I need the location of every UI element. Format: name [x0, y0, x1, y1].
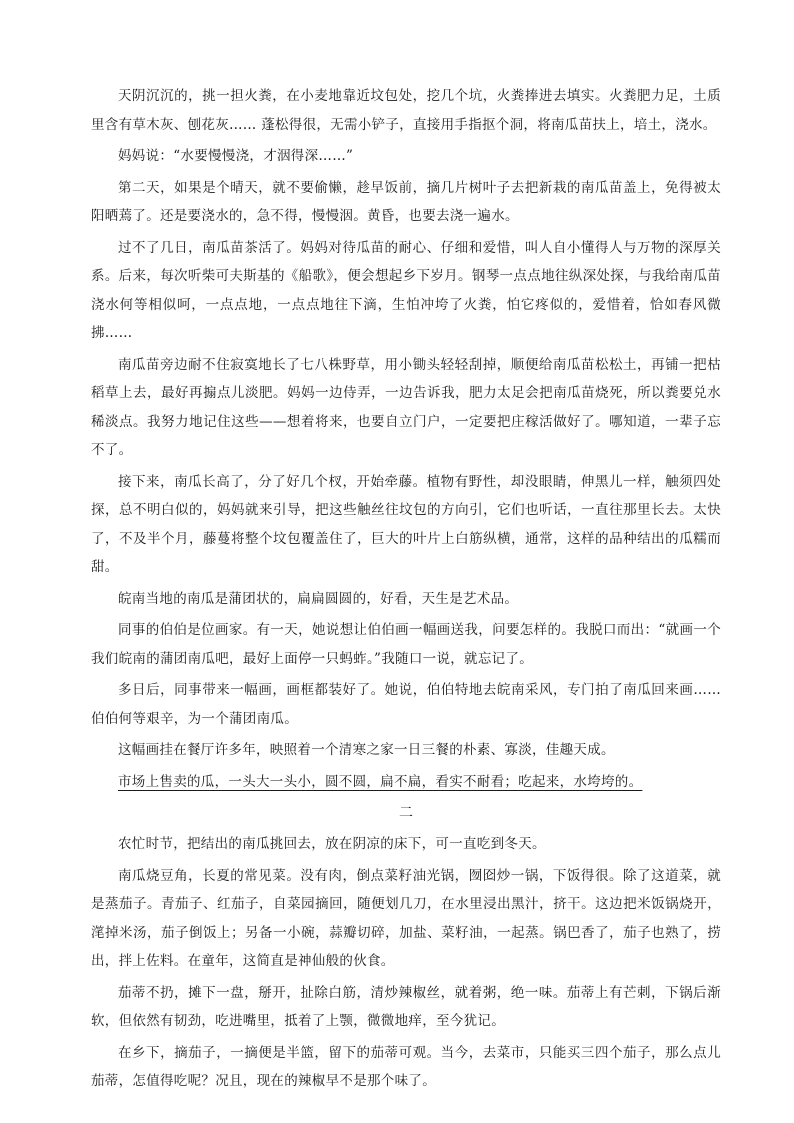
paragraph-5: 南瓜苗旁边耐不住寂寞地长了七八株野草，用小锄头轻轻刮掉，顺便给南瓜苗松松土，再铺一把枯稻草上去，最好再搧点儿淡肥。妈妈一边侍弄，一边告诉我，肥力太足会把南瓜苗烧死，所以粪要兑水稀淡点。我努力地记住这些——想着将来，也要自立门户，一定要把庄稼活做好了。哪知道，一辈子忘不了。 [91, 356, 721, 458]
paragraph-3: 第二天，如果是个晴天，就不要偷懒，趁早饭前，摘几片树叶子去把新栽的南瓜苗盖上，免得被太阳晒蔫了。还是要浇水的，急不得，慢慢洇。黄昏，也要去浇一遍水。 [91, 179, 721, 224]
document-page [91, 82, 721, 1099]
paragraph-1: 天阴沉沉的，挑一担火粪，在小麦地靠近坟包处，挖几个坑，火粪捧进去填实。火粪肥力足，土质里含有草木灰、刨花灰…… 蓬松得很，无需小铲子，直接用手指抠个洞，将南瓜苗扶上，培土，浇水。 [91, 88, 721, 133]
paragraph-14: 在乡下，摘茄子，一摘便是半篮，留下的茄蒂可观。当今，去菜市，只能买三四个茄子，那么点儿茄蒂，怎值得吃呢？况且，现在的辣椒早不是那个味了。 [91, 1044, 721, 1089]
paragraph-6: 接下来，南瓜长高了，分了好几个杈，开始牵藤。植物有野性，却没眼睛，伸黑儿一样，触须四处探，总不明白似的，妈妈就来引导，把这些触丝往坟包的方向引，它们也听话，一直往那里长去。太快了，不及半个月，藤蔓将整个坟包覆盖住了，巨大的叶片上白筋纵横，通常，这样的品种结出的瓜糯而甜。 [91, 473, 721, 575]
underlined-paragraph [91, 768, 721, 800]
paragraph-4: 过不了几日，南瓜苗茶活了。妈妈对待瓜苗的耐心、仔细和爱惜，叫人自小懂得人与万物的深厚关系。后来，每次听柴可夫斯基的《船歌》，便会想起乡下岁月。钢琴一点点地往纵深处探，与我给南瓜苗浇水何等相似呵，一点点地，一点点地往下滴，生怕冲垮了火粪，怕它疼似的，爱惜着，恰如春风微拂…… [91, 239, 721, 341]
paragraph-8: 同事的伯伯是位画家。有一天，她说想让伯伯画一幅画送我，问要怎样的。我脱口而出：“就画一个我们皖南的蒲团南瓜吧，最好上面停一只蚂蚱。”我随口一说，就忘记了。 [91, 622, 721, 667]
paragraph-13: 茄蒂不扔，摊下一盘，掰开，扯除白筋，清炒辣椒丝，就着粥，绝一味。茄蒂上有芒刺，下锅后渐软，但依然有韧劲，吃进嘴里，抵着了上颚，微微地痒，至今犹记。 [91, 984, 721, 1029]
paragraph-11: 农忙时节，把结出的南瓜挑回去，放在阴凉的床下，可一直吃到冬天。 [118, 836, 546, 852]
paragraph-12: 南瓜烧豆角，长夏的常见菜。没有肉，倒点菜籽油光锅，囫囵炒一锅，下饭得很。除了这道菜，就是蒸茄子。青茄子、红茄子，自菜园摘回，随便划几刀，在水里浸出黑汁，挤干。这边把米饭锅烧开，滗掉米汤，茄子倒饭上；另备一小碗，蒜瓣切碎，加盐、菜籽油，一起蒸。锅巴香了，茄子也熟了，捞出，拌上佐料。在童年，这简直是神仙般的伙食。 [91, 867, 721, 969]
paragraph-7: 皖南当地的南瓜是蒲团状的，扁扁圆圆的，好看，天生是艺术品。 [118, 590, 519, 607]
underlined-text: 市场上售卖的瓜，一头大一头小，圆不圆，扁不扁，看实不耐看；吃起来，水垮垮的。 [118, 773, 643, 790]
paragraph-9: 多日后，同事带来一幅画，画框都装好了。她说，伯伯特地去皖南采风，专门拍了南瓜回来画……伯伯何等艰辛，为一个蒲团南瓜。 [91, 682, 721, 727]
paragraph-10: 这幅画挂在餐厅许多年，映照着一个清寒之家一日三餐的朴素、寡淡，佳趣天成。 [118, 742, 615, 758]
paragraph-2: 妈妈说：“水要慢慢浇，才洇得深……” [118, 148, 354, 164]
section-marker: 二 [399, 805, 413, 821]
